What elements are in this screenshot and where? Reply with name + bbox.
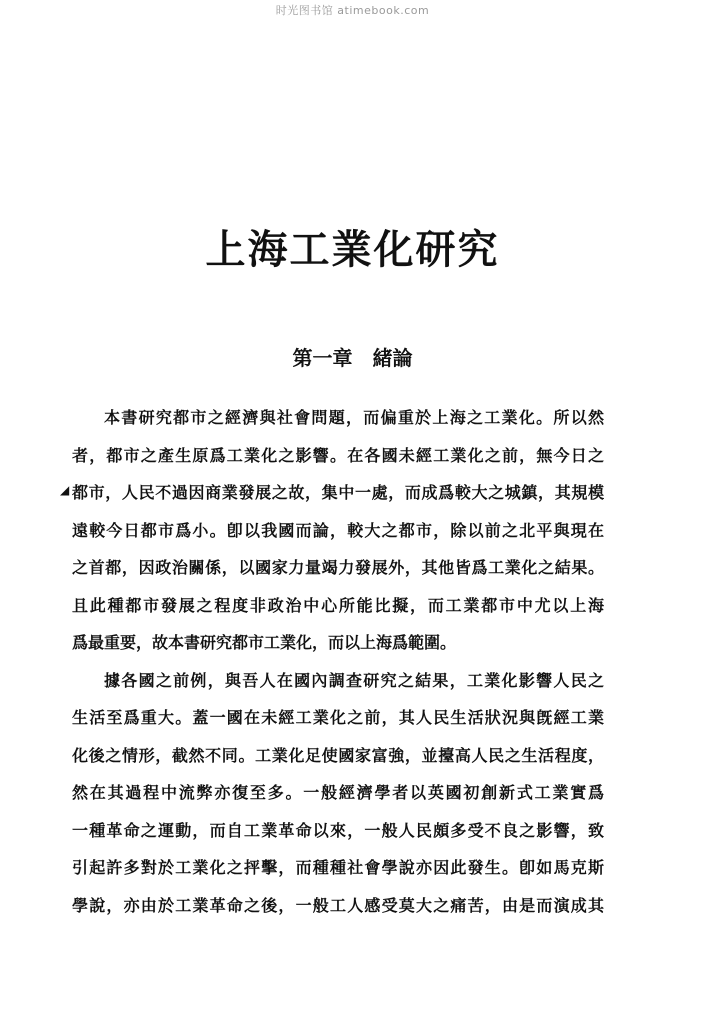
text-line: 且此種都市發展之程度非政治中心所能比擬，而工業都市中尤以上海 [72, 595, 604, 615]
text-line: 化後之情形，截然不同。工業化足使國家富強，並擡高人民之生活程度， [72, 745, 604, 765]
text-line: 都市，人民不過因商業發展之故，集中一處，而成爲較大之城鎮，其規模 [72, 483, 604, 502]
page-title: 上海工業化研究 [205, 226, 500, 273]
text-line: 遠較今日都市爲小。卽以我國而論，較大之都市，除以前之北平與現在 [72, 520, 604, 540]
chapter-heading: 第一章 緒論 [292, 346, 413, 370]
margin-mark: ◢ [60, 483, 70, 497]
text-line: 據各國之前例，與吾人在國內調查研究之結果，工業化影響人民之 [104, 670, 604, 690]
body-text [72, 399, 604, 924]
text-line: 引起許多對於工業化之抨擊，而種種社會學說亦因此發生。卽如馬克斯 [72, 858, 604, 877]
text-line: 然在其過程中流弊亦復至多。一般經濟學者以英國初創新式工業實爲 [72, 783, 604, 802]
text-line: 爲最重要，故本書研究都市工業化，而以上海爲範圍。 [72, 633, 457, 652]
text-line: 學說，亦由於工業革命之後，一般工人感受莫大之痛苦，由是而演成其 [72, 895, 604, 915]
text-line: 本書研究都市之經濟與社會問題，而偏重於上海之工業化。所以然 [104, 408, 604, 427]
text-line: 者，都市之產生原爲工業化之影響。在各國未經工業化之前，無今日之 [72, 445, 604, 465]
watermark: 时光图书馆 atimebook.com [275, 4, 430, 17]
text-line: 生活至爲重大。蓋一國在未經工業化之前，其人民生活狀況與旣經工業 [72, 708, 604, 727]
text-line: 一種革命之運動，而自工業革命以來，一般人民頗多受不良之影響，致 [72, 820, 604, 840]
text-line: 之首都，因政治關係，以國家力量竭力發展外，其他皆爲工業化之結果。 [72, 558, 604, 577]
